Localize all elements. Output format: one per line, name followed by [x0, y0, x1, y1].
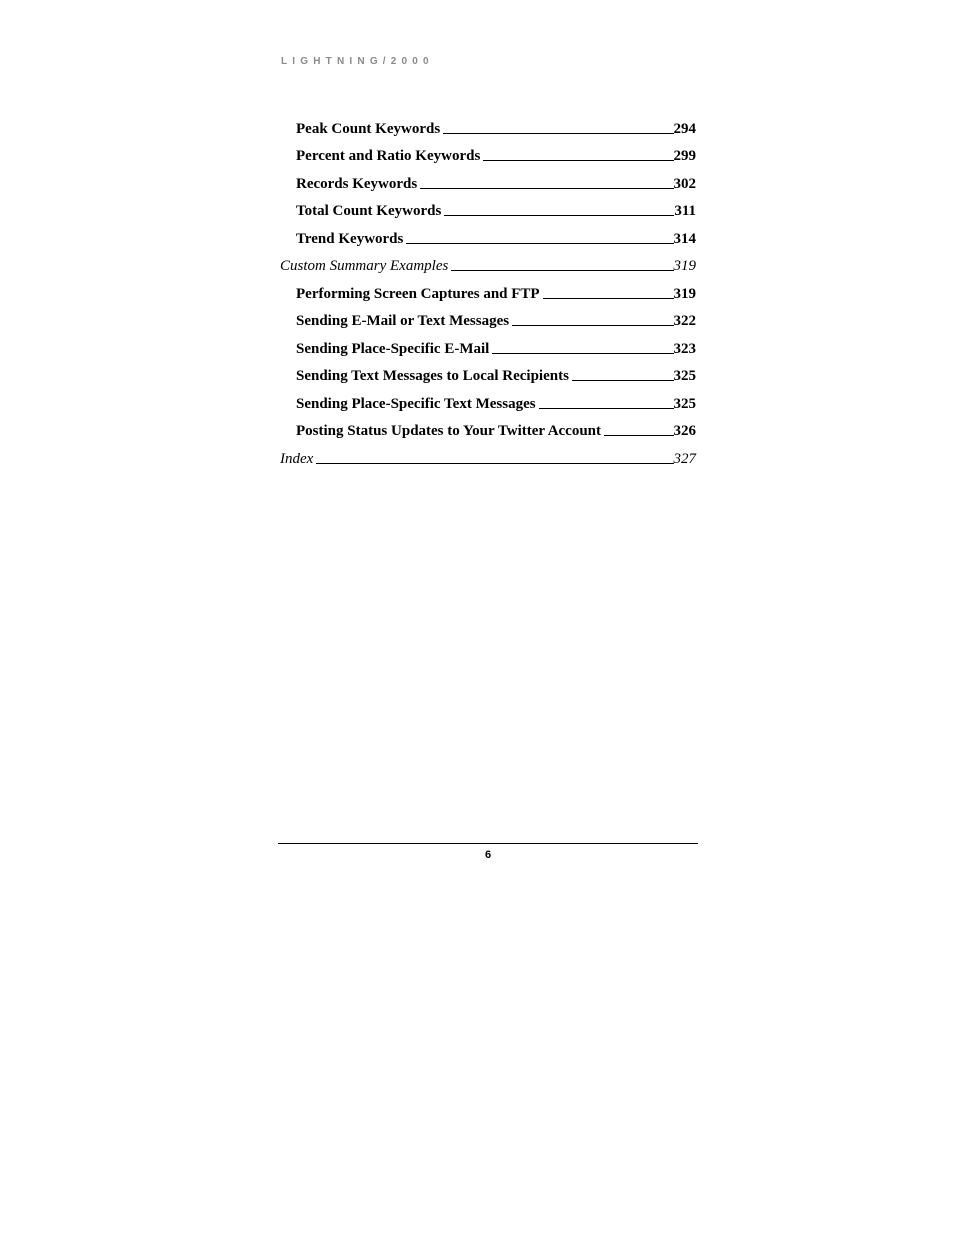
- toc-entry-title: Peak Count Keywords: [296, 120, 441, 137]
- toc-entry-page: 326: [673, 423, 696, 439]
- toc-leader-line: [543, 297, 674, 299]
- toc-entry-page: 325: [673, 368, 696, 384]
- footer-divider: [278, 843, 698, 844]
- toc-entry[interactable]: [280, 303, 696, 331]
- toc-entry-page: 325: [673, 395, 696, 412]
- toc-entry-page: 319: [673, 258, 696, 274]
- toc-entry-title: Performing Screen Captures and FTP: [296, 285, 540, 302]
- toc-entry-title: Custom Summary Examples: [280, 258, 449, 274]
- toc-entry-title: Total Count Keywords: [296, 203, 442, 219]
- toc-entry[interactable]: [280, 165, 696, 193]
- toc-entry-title: Sending E-Mail or Text Messages: [296, 313, 510, 329]
- toc-entry-page: 319: [673, 285, 696, 302]
- toc-leader-line: [420, 187, 673, 189]
- toc-entry[interactable]: [280, 385, 696, 413]
- toc-leader-line: [572, 379, 674, 381]
- toc-entry-page: 302: [673, 175, 696, 192]
- toc-leader-line: [316, 462, 673, 464]
- toc-entry-page: 323: [673, 340, 696, 357]
- table-of-contents: [280, 110, 696, 468]
- toc-entry-title: Sending Place-Specific Text Messages: [296, 395, 536, 412]
- toc-entry[interactable]: [280, 193, 696, 221]
- toc-entry-title: Records Keywords: [296, 175, 418, 192]
- toc-leader-line: [483, 159, 673, 161]
- toc-entry-title: Percent and Ratio Keywords: [296, 148, 481, 164]
- toc-entry-page: 327: [673, 450, 696, 467]
- toc-entry[interactable]: [280, 138, 696, 166]
- toc-leader-line: [451, 269, 673, 271]
- toc-leader-line: [604, 434, 673, 436]
- toc-entry-title: Sending Text Messages to Local Recipients: [296, 368, 569, 384]
- toc-entry[interactable]: [280, 413, 696, 441]
- page-number: 6: [484, 849, 492, 861]
- toc-leader-line: [443, 132, 673, 134]
- toc-section-entry[interactable]: [280, 440, 696, 468]
- toc-leader-line: [512, 324, 673, 326]
- toc-entry[interactable]: [280, 110, 696, 138]
- toc-entry-page: 311: [674, 203, 696, 219]
- toc-entry-page: 314: [673, 230, 696, 247]
- toc-entry-page: 322: [673, 313, 696, 329]
- toc-entry[interactable]: [280, 358, 696, 386]
- toc-entry[interactable]: [280, 330, 696, 358]
- toc-entry-title: Sending Place-Specific E-Mail: [296, 340, 490, 357]
- toc-leader-line: [539, 407, 674, 409]
- toc-entry-page: 294: [673, 120, 696, 137]
- toc-entry-title: Trend Keywords: [296, 230, 404, 247]
- toc-leader-line: [492, 352, 673, 354]
- running-header: LIGHTNING/2000: [281, 56, 434, 67]
- toc-entry-page: 299: [673, 148, 696, 164]
- toc-section-entry[interactable]: [280, 248, 696, 276]
- toc-leader-line: [406, 242, 673, 244]
- toc-entry-title: Index: [280, 450, 314, 467]
- toc-entry[interactable]: [280, 220, 696, 248]
- toc-leader-line: [444, 214, 674, 216]
- toc-entry-title: Posting Status Updates to Your Twitter Account: [296, 423, 602, 439]
- toc-entry[interactable]: [280, 275, 696, 303]
